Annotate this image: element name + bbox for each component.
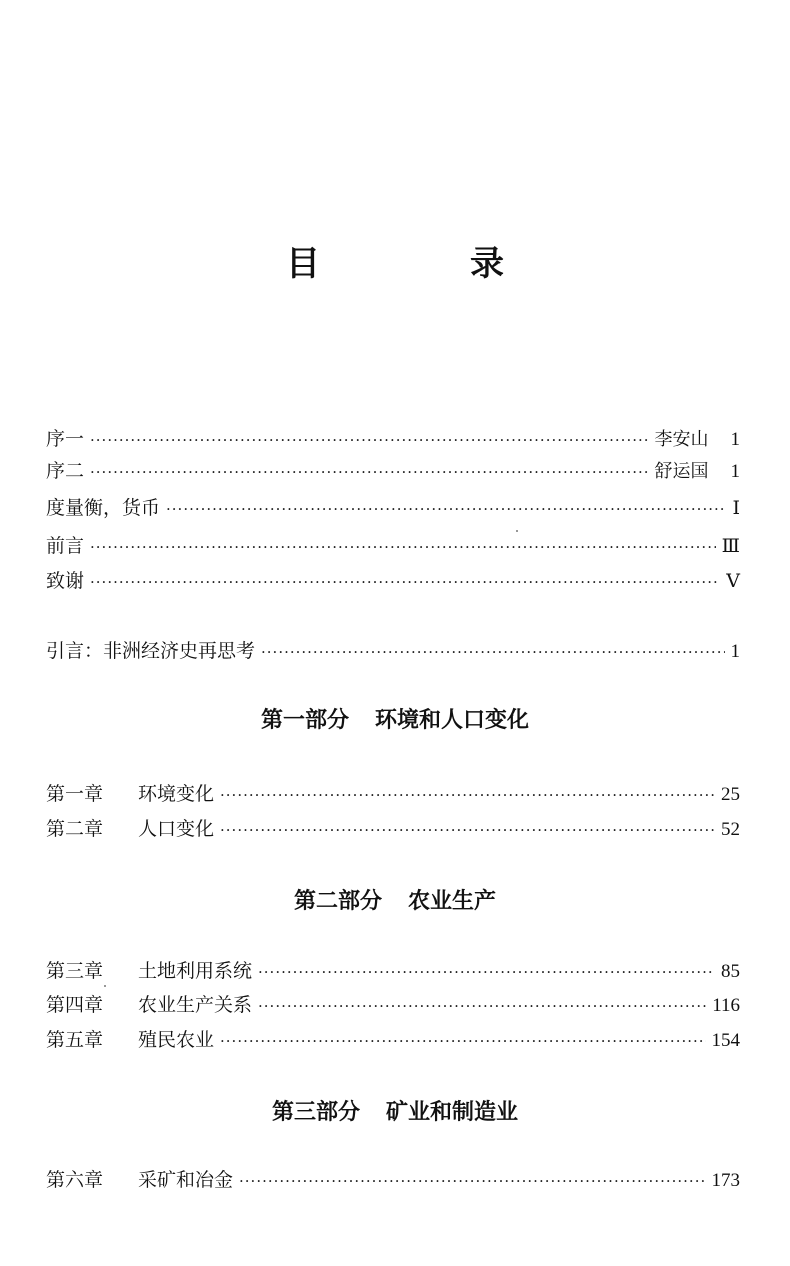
toc-entry-label: 前言 (46, 535, 85, 557)
part-number: 第三部分 (271, 1099, 360, 1125)
toc-entry-chapter-3[interactable] (46, 956, 740, 986)
part-heading-2 (0, 884, 790, 915)
chapter-number: 第三章 (46, 960, 104, 982)
toc-entry-label (46, 956, 252, 983)
toc-entry-page: 25 (721, 784, 740, 805)
toc-entry-chapter-4[interactable] (46, 990, 740, 1020)
leader-dots (90, 573, 720, 591)
toc-entry-label (46, 814, 214, 841)
chapter-title: 土地利用系统 (138, 960, 253, 982)
chapter-title: 农业生产关系 (138, 994, 253, 1016)
toc-entry-page: 1 (730, 641, 740, 662)
chapter-number: 第一章 (46, 783, 104, 805)
part-title: 环境和人口变化 (375, 707, 530, 733)
leader-dots (90, 538, 716, 556)
chapter-title: 人口变化 (138, 818, 215, 840)
toc-entry-chapter-2[interactable] (46, 814, 740, 844)
chapter-number: 第六章 (46, 1169, 104, 1191)
toc-entry-page: 173 (711, 1170, 740, 1191)
part-heading-1 (0, 703, 790, 734)
toc-entry-measures[interactable] (46, 493, 740, 523)
leader-dots (239, 1172, 705, 1190)
toc-entry-acknowledgements[interactable] (46, 566, 740, 596)
toc-entry-author: 舒运国 (654, 461, 709, 482)
page-title: 目 录 (286, 244, 562, 284)
toc-entry-label (46, 990, 252, 1017)
toc-entry-chapter-6[interactable] (46, 1165, 740, 1195)
toc-entry-page: 1 (730, 429, 740, 450)
toc-entry-page: Ⅰ (732, 498, 740, 519)
leader-dots (220, 786, 715, 804)
toc-entry-label: 度量衡，货币 (46, 497, 161, 519)
toc-entry-label: 序二 (46, 460, 85, 482)
chapter-number: 第五章 (46, 1029, 104, 1051)
chapter-title: 殖民农业 (138, 1029, 215, 1051)
scan-speck (516, 530, 518, 532)
part-number: 第二部分 (293, 888, 382, 914)
scan-speck (104, 985, 106, 987)
leader-dots (258, 997, 706, 1015)
toc-entry-page: 52 (721, 819, 740, 840)
toc-entry-preface-1[interactable] (46, 424, 740, 454)
toc-entry-preface-2[interactable] (46, 456, 740, 486)
toc-entry-page: Ⅴ (726, 571, 740, 592)
chapter-number: 第四章 (46, 994, 104, 1016)
chapter-title: 采矿和冶金 (138, 1169, 234, 1191)
leader-dots (258, 963, 715, 981)
toc-entry-foreword[interactable] (46, 531, 740, 561)
toc-entry-chapter-5[interactable] (46, 1025, 740, 1055)
chapter-title: 环境变化 (138, 783, 215, 805)
toc-entry-label: 序一 (46, 428, 85, 450)
part-title: 矿业和制造业 (386, 1099, 519, 1125)
toc-entry-author: 李安山 (654, 429, 709, 450)
toc-entry-label (46, 779, 214, 806)
toc-entry-page: Ⅲ (721, 536, 740, 557)
toc-entry-chapter-1[interactable] (46, 779, 740, 809)
toc-entry-page: 85 (721, 961, 740, 982)
toc-entry-label: 致谢 (46, 570, 85, 592)
toc-entry-label (46, 1165, 233, 1192)
part-title: 农业生产 (408, 888, 497, 914)
toc-entry-page: 1 (730, 461, 740, 482)
leader-dots (166, 500, 726, 518)
toc-entry-page: 154 (711, 1030, 740, 1051)
toc-entry-label: 引言：非洲经济史再思考 (46, 640, 256, 662)
chapter-number: 第二章 (46, 818, 104, 840)
leader-dots (220, 1032, 705, 1050)
toc-entry-introduction[interactable] (46, 636, 740, 666)
toc-entry-page: 116 (712, 995, 740, 1016)
leader-dots (220, 821, 715, 839)
leader-dots (90, 431, 648, 449)
part-number: 第一部分 (260, 707, 349, 733)
part-heading-3 (0, 1095, 790, 1126)
leader-dots (261, 643, 724, 661)
leader-dots (90, 463, 648, 481)
toc-entry-label (46, 1025, 214, 1052)
